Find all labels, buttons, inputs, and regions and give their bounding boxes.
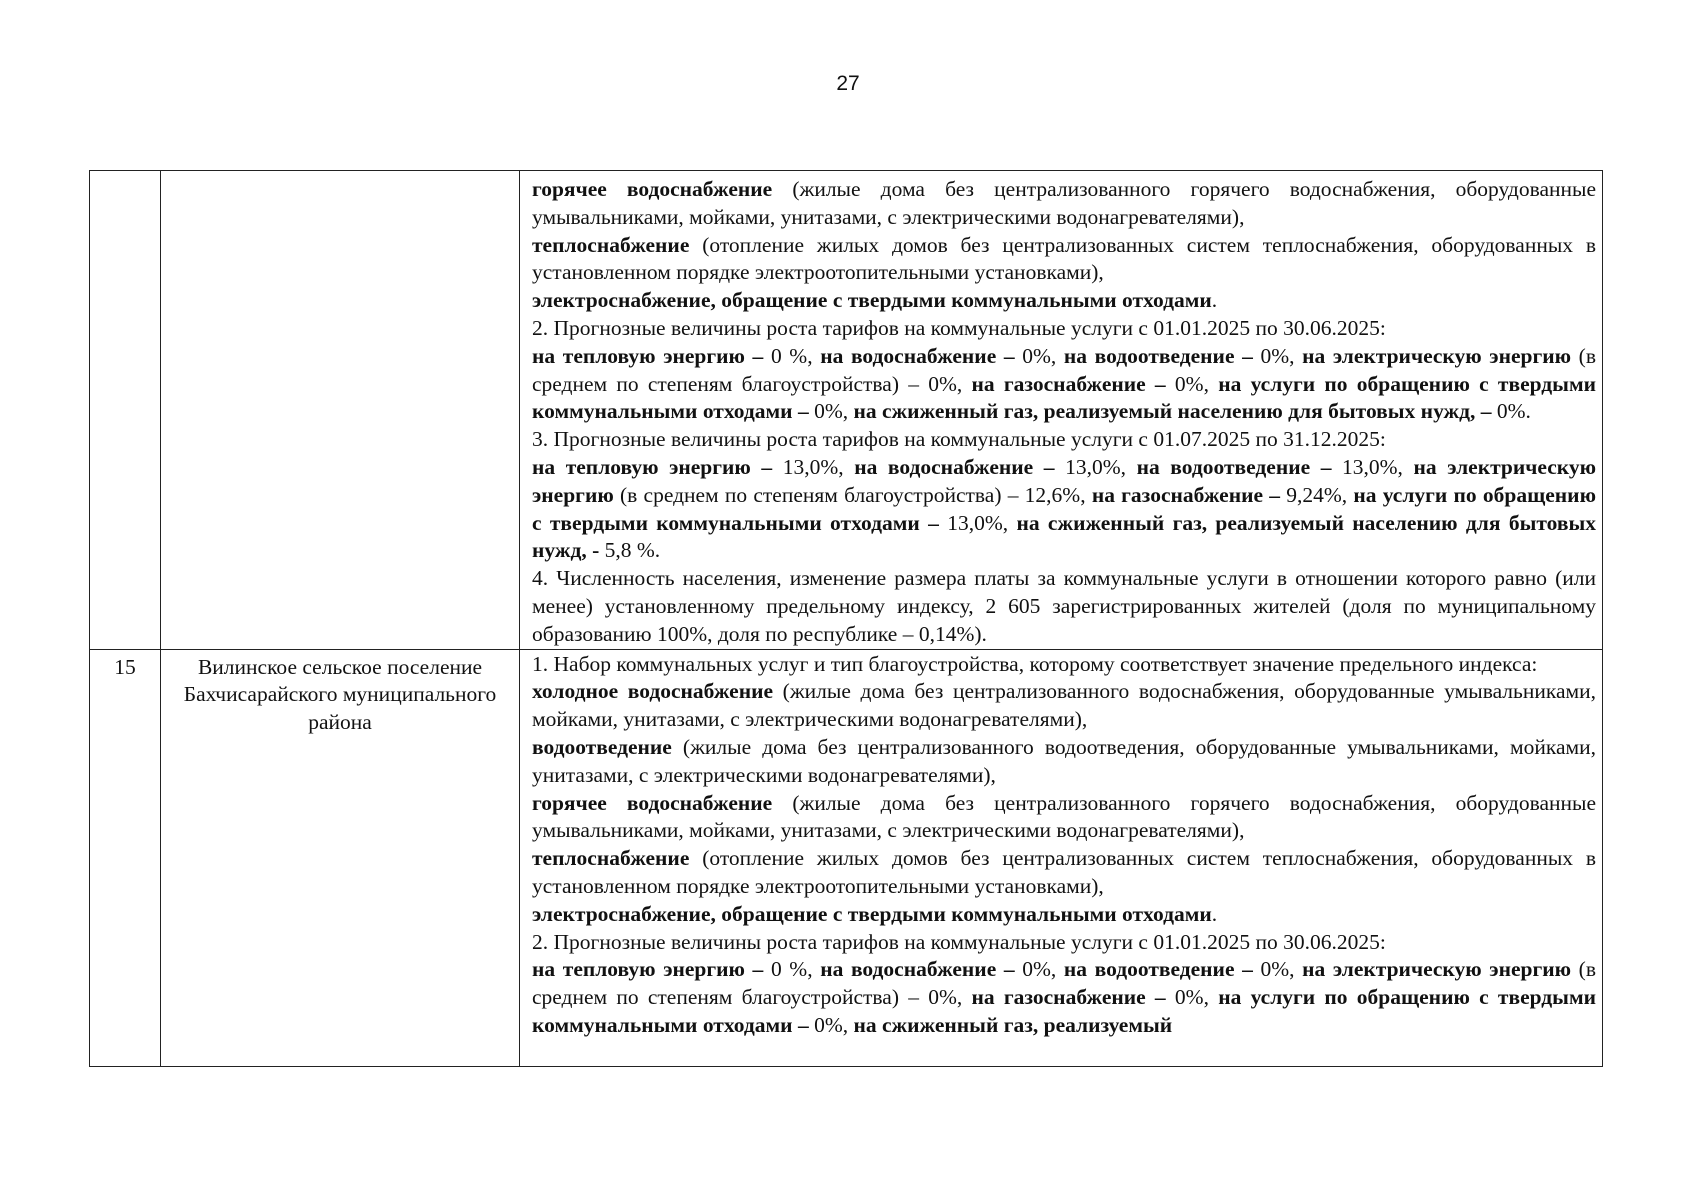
text-run: 0%, — [814, 399, 854, 424]
bold-text-run: водоотведение — [532, 734, 672, 759]
text-run: 3. Прогнозные величины роста тарифов на коммунальные услуги с 01.07.2025 по 31.12.2025: — [532, 427, 1386, 452]
text-run: 13,0%, — [782, 454, 855, 479]
tariff-description-text — [532, 651, 1596, 1040]
text-run: 5,8 %. — [604, 538, 661, 563]
paragraph — [532, 287, 1596, 315]
text-run: 13,0%, — [1342, 454, 1414, 479]
text-run: . — [1211, 901, 1218, 926]
bold-text-run: горячее водоснабжение — [532, 177, 773, 201]
text-run: (отопление жилых домов без централизованных систем теплоснабжения, оборудованных в установленном порядке электроотопительными установками), — [532, 846, 1596, 898]
text-run: (жилые дома без централизованного горячего водоснабжения, оборудованные умывальниками, мойками, унитазами, с электрическими водонагревателями), — [532, 177, 1596, 229]
text-run: 0%, — [1022, 343, 1064, 368]
text-run: 1. Набор коммунальных услуг и тип благоустройства, которому соответствует значение предельного индекса: — [532, 651, 1538, 676]
bold-text-run: на тепловую энергию – — [532, 957, 771, 982]
text-run: (жилые дома без централизованного горячего водоснабжения, оборудованные умывальниками, мойками, унитазами, с электрическими водонагревателями), — [532, 790, 1596, 843]
paragraph — [532, 678, 1596, 734]
paragraph — [532, 232, 1596, 288]
bold-text-run: на услуги по обращению с твердыми коммунальными отходами – — [532, 371, 1596, 424]
text-run: 2. Прогнозные величины роста тарифов на коммунальные услуги с 01.01.2025 по 30.06.2025: — [532, 315, 1386, 340]
text-run: 0%, — [1260, 957, 1303, 982]
paragraph — [532, 845, 1596, 901]
text-run: 0 %, — [770, 957, 821, 982]
row-number-cell — [90, 171, 161, 650]
bold-text-run: электроснабжение, обращение с твердыми коммунальными отходами — [532, 288, 1212, 313]
bold-text-run: на услуги по обращению с твердыми коммунальными отходами – — [532, 985, 1596, 1037]
text-run: (жилые дома без централизованного водоотведения, оборудованные умывальниками, мойками, унитазами, с электрическими водонагревателями), — [532, 734, 1596, 787]
bold-text-run: на водоснабжение – — [820, 957, 1023, 982]
bold-text-run: холодное водоснабжение — [532, 679, 774, 704]
bold-text-run: электроснабжение, обращение с твердыми коммунальными отходами — [532, 901, 1212, 926]
bold-text-run: на сжиженный газ, реализуемый — [853, 1012, 1173, 1037]
bold-text-run: на тепловую энергию – — [532, 454, 783, 479]
paragraph — [532, 790, 1596, 846]
municipality-name-cell — [161, 649, 520, 1066]
text-run: 0%. — [1496, 399, 1531, 424]
bold-text-run: на электрическую энергию — [1302, 957, 1572, 982]
bold-text-run: на газоснабжение – — [971, 985, 1175, 1010]
row-number: 15 — [114, 654, 136, 679]
text-run: 13,0%, — [1065, 454, 1137, 479]
bold-text-run: теплоснабжение — [532, 232, 690, 257]
bold-text-run: на электрическую энергию — [532, 454, 1597, 507]
text-run: (в среднем по степеням благоустройства) – 0%, — [532, 957, 1596, 1010]
bold-text-run: на тепловую энергию – — [532, 343, 771, 368]
bold-text-run: на водоснабжение – — [820, 343, 1023, 368]
text-run: 0%, — [1260, 343, 1303, 368]
text-run: 0%, — [1174, 371, 1219, 396]
bold-text-run: на газоснабжение – — [971, 371, 1175, 396]
text-run: 13,0%, — [947, 510, 1017, 535]
paragraph — [532, 901, 1596, 929]
tariff-table — [89, 170, 1603, 1067]
paragraph — [532, 343, 1596, 426]
text-run: 2. Прогнозные величины роста тарифов на коммунальные услуги с 01.01.2025 по 30.06.2025: — [532, 929, 1386, 954]
paragraph — [532, 565, 1596, 648]
text-run: 0%, — [814, 1012, 854, 1037]
text-run: (отопление жилых домов без централизованных систем теплоснабжения, оборудованных в установленном порядке электроотопительными установками), — [532, 232, 1596, 285]
text-run: 4. Численность населения, изменение размера платы за коммунальные услуги в отношении которого равно (или менее) установленному предельному индексу, 2 605 зарегистрированных жителей (доля по муниципальному образованию 100%, доля по республике – 0,14%). — [532, 566, 1596, 646]
paragraph — [532, 454, 1596, 565]
bold-text-run: на электрическую энергию — [1302, 343, 1572, 368]
paragraph — [532, 651, 1596, 679]
page-number: 27 — [836, 72, 860, 95]
tariff-description-text — [532, 176, 1596, 649]
paragraph — [532, 176, 1596, 232]
tariff-description-cell — [520, 171, 1603, 650]
paragraph — [532, 956, 1596, 1039]
bold-text-run: на водоотведение – — [1063, 957, 1261, 982]
table-row — [90, 171, 1603, 650]
row-number-cell — [90, 649, 161, 1066]
bold-text-run: на газоснабжение – — [1091, 482, 1287, 507]
text-run: (в среднем по степеням благоустройства) – 0%, — [532, 343, 1596, 396]
municipality-name-cell — [161, 171, 520, 650]
text-run: 0%, — [1174, 985, 1219, 1010]
paragraph — [532, 426, 1596, 454]
paragraph — [532, 734, 1596, 790]
paragraph — [532, 929, 1596, 957]
text-run: (в среднем по степеням благоустройства) – 12,6%, — [613, 482, 1092, 507]
text-run: . — [1211, 288, 1218, 313]
bold-text-run: на водоотведение – — [1136, 454, 1343, 479]
bold-text-run: теплоснабжение — [532, 846, 690, 871]
paragraph — [532, 315, 1596, 343]
bold-text-run: на водоснабжение – — [854, 454, 1066, 479]
bold-text-run: на сжиженный газ, реализуемый населению для бытовых нужд, - — [532, 510, 1596, 563]
tariff-description-cell — [520, 649, 1603, 1066]
text-run: 9,24%, — [1286, 482, 1354, 507]
text-run: (жилые дома без централизованного водоснабжения, оборудованные умывальниками, мойками, унитазами, с электрическими водонагревателями), — [532, 679, 1596, 732]
bold-text-run: на водоотведение – — [1063, 343, 1261, 368]
bold-text-run: на сжиженный газ, реализуемый населению для бытовых нужд, – — [853, 399, 1497, 424]
bold-text-run: горячее водоснабжение — [532, 790, 773, 815]
municipality-name: Вилинское сельское поселение Бахчисарайского муниципального района — [183, 654, 497, 735]
text-run: 0 %, — [770, 343, 821, 368]
text-run: 0%, — [1022, 957, 1064, 982]
bold-text-run: на услуги по обращению с твердыми коммунальными отходами – — [532, 482, 1597, 535]
table-row — [90, 649, 1603, 1066]
